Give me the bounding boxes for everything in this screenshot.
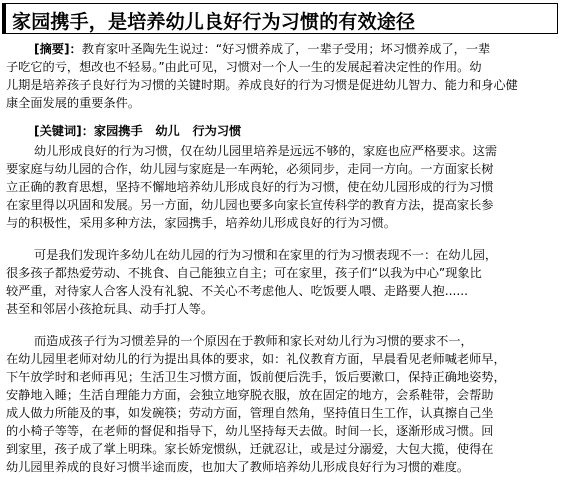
- body-line-1: 幼儿形成良好的行为习惯，仅在幼儿园里培养是远远不够的，家庭也应严格要求。这需: [34, 144, 498, 158]
- body-line-11: 在幼儿园里老师对幼儿的行为提出具体的要求，如：礼仪教育方面，早晨看见老师喊老师早，: [6, 352, 506, 366]
- body-line-5: 与的积极性，采用多种方法，家园携手，培养幼儿形成良好的行为习惯。: [6, 216, 396, 230]
- body-line-10: 而造成孩子行为习惯差异的一个原因在于教师和家长对幼儿行为习惯的要求不一，: [34, 334, 473, 348]
- body-line-17: 幼儿园里养成的良好习惯半途而废，也加大了教师培养幼儿形成良好行为习惯的难度。: [6, 460, 470, 474]
- abstract-label: [摘要]：: [34, 42, 82, 56]
- abstract-line-3: 儿期是培养孩子良好行为习惯的关键时期。养成良好的行为习惯是促进幼儿智力、能力和身心健: [6, 78, 518, 92]
- keywords-text: 家园携手 幼儿 行为习惯: [93, 124, 242, 138]
- body-line-12: 下午放学时和老师再见；生活卫生习惯方面，饭前便后洗手，饭后要漱口，保持正确地姿势，: [6, 370, 506, 384]
- abstract-line-4: 康全面发展的重要条件。: [6, 96, 141, 110]
- body-line-4: 在家里得以巩固和发展。另一方面，幼儿园也要多向家长宣传科学的教育方法，提高家长参: [6, 198, 494, 212]
- abstract-line-2: 子吃它的亏，想改也不轻易。”由此可见，习惯对一个人一生的发展起着决定性的作用。幼: [6, 60, 482, 74]
- abstract-line-1: [6, 40, 562, 58]
- body-line-15: 的小椅子等等，在老师的督促和指导下，幼儿坚持每天去做。时间一长，逐渐形成习惯。回: [6, 424, 494, 438]
- body-line-2: 要家庭与幼儿园的合作，幼儿园与家庭是一车两轮，必须同步，走同一方向。一方面家长树: [6, 162, 494, 176]
- body-line-7: 很多孩子都热爱劳动、不挑食、自己能独立自主；可在家里，孩子们“以我为中心”现象比: [6, 266, 482, 280]
- body-line-13: 安静地入睡；生活自理能力方面，会独立地穿脱衣服，放在固定的地方，会系鞋带，会帮助: [6, 388, 494, 402]
- title-box: [2, 3, 558, 34]
- body-line-8: 较严重，对待家人合客人没有礼貌、不关心不考虑他人、吃饭要人喂、走路要人抱......: [6, 284, 468, 298]
- abstract-text: 教育家叶圣陶先生说过：“好习惯养成了，一辈子受用；坏习惯养成了，一辈: [81, 42, 491, 56]
- article-title: 家园携手，是培养幼儿良好行为习惯的有效途径: [12, 11, 416, 33]
- body-line-16: 到家里，孩子成了掌上明珠。家长娇宠惯纵，迁就忍让，或是过分溺爱，大包大揽，使得在: [6, 442, 494, 456]
- body-line-9: 甚至和邻居小孩抢玩具、动手打人等。: [6, 302, 214, 316]
- body-line-6: 可是我们发现许多幼儿在幼儿园的行为习惯和在家里的行为习惯表现不一：在幼儿园，: [34, 248, 498, 262]
- body-line-14: 成人做力所能及的事，如发碗筷；劳动方面，管理自然角，坚持值日生工作，认真擦自己坐: [6, 406, 494, 420]
- keywords-label: [关键词]：: [34, 124, 94, 138]
- body-line-3: 立正确的教育思想，坚持不懈地培养幼儿形成良好的行为习惯，使在幼儿园形成的行为习惯: [6, 180, 494, 194]
- keywords-line: [6, 122, 562, 140]
